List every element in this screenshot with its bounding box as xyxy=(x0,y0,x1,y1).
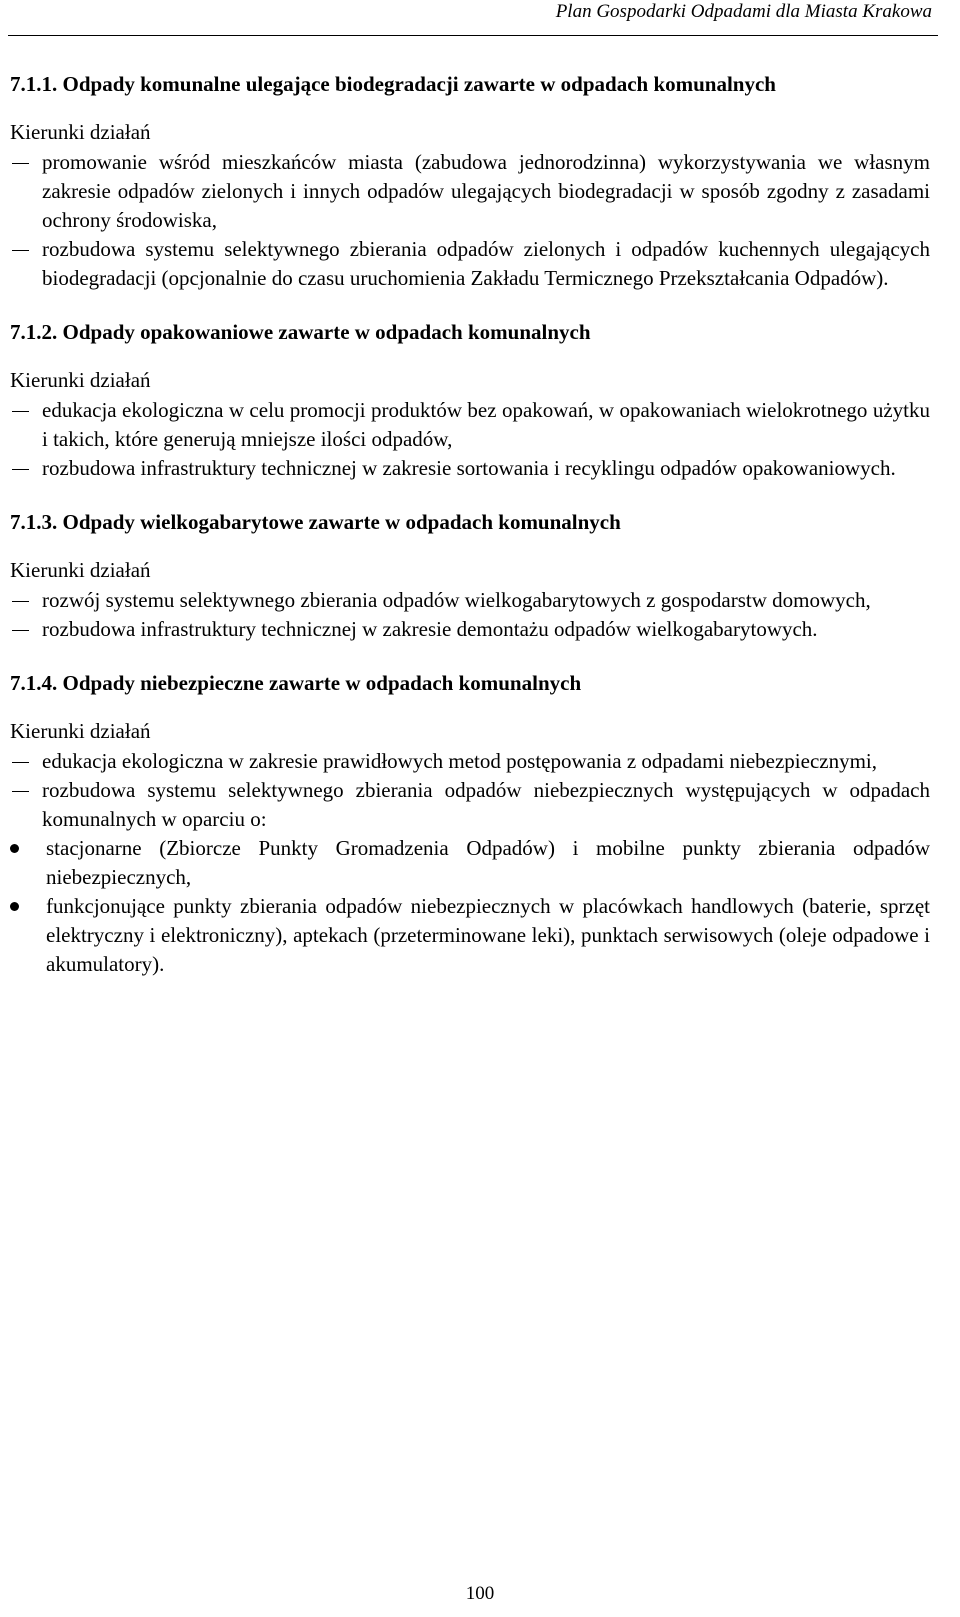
list-item-text: edukacja ekologiczna w zakresie prawidłowych metod postępowania z odpadami niebezpiecznymi, xyxy=(42,749,878,773)
list-item-text: rozbudowa systemu selektywnego zbierania odpadów niebezpiecznych występujących w odpadach komunalnych w oparciu o: xyxy=(42,778,930,831)
section-subheading: Kierunki działań xyxy=(10,558,151,582)
list-item xyxy=(10,396,930,454)
page-number: 100 xyxy=(465,1583,495,1604)
list-item-text: rozbudowa infrastruktury technicznej w zakresie sortowania i recyklingu odpadów opakowaniowych. xyxy=(42,456,896,480)
sub-list xyxy=(10,834,930,979)
list-item xyxy=(10,235,930,293)
section-subheading: Kierunki działań xyxy=(10,719,151,743)
round-bullet-icon xyxy=(10,844,19,853)
dash-bullet-icon xyxy=(12,630,29,631)
action-list xyxy=(10,747,930,979)
list-item xyxy=(10,586,930,615)
section xyxy=(10,669,930,979)
sub-list-item xyxy=(10,834,930,892)
section-title: 7.1.4. Odpady niebezpieczne zawarte w odpadach komunalnych xyxy=(10,671,582,695)
dash-bullet-icon xyxy=(12,762,29,763)
dash-bullet-icon xyxy=(12,469,29,470)
list-item xyxy=(10,776,930,979)
list-item xyxy=(10,148,930,235)
sub-list-item xyxy=(10,892,930,979)
section-title: 7.1.2. Odpady opakowaniowe zawarte w odpadach komunalnych xyxy=(10,320,591,344)
list-item xyxy=(10,615,930,644)
list-item-text: edukacja ekologiczna w celu promocji produktów bez opakowań, w opakowaniach wielokrotnego użytku i takich, które generują mniejsze ilości odpadów, xyxy=(42,398,930,451)
dash-bullet-icon xyxy=(12,250,29,251)
dash-bullet-icon xyxy=(12,601,29,602)
sub-list-item-text: stacjonarne (Zbiorcze Punkty Gromadzenia Odpadów) i mobilne punkty zbierania odpadów niebezpiecznych, xyxy=(46,836,930,889)
header-rule xyxy=(8,35,938,36)
list-item-text: rozbudowa infrastruktury technicznej w zakresie demontażu odpadów wielkogabarytowych. xyxy=(42,617,818,641)
dash-bullet-icon xyxy=(12,411,29,412)
section xyxy=(10,508,930,644)
dash-bullet-icon xyxy=(12,163,29,164)
action-list xyxy=(10,586,930,644)
list-item-text: rozwój systemu selektywnego zbierania odpadów wielkogabarytowych z gospodarstw domowych, xyxy=(42,588,871,612)
dash-bullet-icon xyxy=(12,791,29,792)
list-item xyxy=(10,454,930,483)
action-list xyxy=(10,148,930,293)
section-subheading: Kierunki działań xyxy=(10,368,151,392)
action-list xyxy=(10,396,930,483)
section-title: 7.1.1. Odpady komunalne ulegające biodegradacji zawarte w odpadach komunalnych xyxy=(10,72,776,96)
running-header: Plan Gospodarki Odpadami dla Miasta Krakowa xyxy=(555,1,932,22)
section xyxy=(10,70,930,293)
section xyxy=(10,318,930,483)
list-item xyxy=(10,747,930,776)
section-subheading: Kierunki działań xyxy=(10,120,151,144)
section-title: 7.1.3. Odpady wielkogabarytowe zawarte w odpadach komunalnych xyxy=(10,510,621,534)
sub-list-item-text: funkcjonujące punkty zbierania odpadów niebezpiecznych w placówkach handlowych (baterie, sprzęt elektryczny i elektroniczny), aptekach (przeterminowane leki), punktach serwisowych (oleje odpadowe i akumulatory). xyxy=(46,894,930,976)
list-item-text: promowanie wśród mieszkańców miasta (zabudowa jednorodzinna) wykorzystywania we własnym zakresie odpadów zielonych i innych odpadów ulegających biodegradacji w sposób zgodny z zasadami ochrony środowiska, xyxy=(42,150,930,232)
list-item-text: rozbudowa systemu selektywnego zbierania odpadów zielonych i odpadów kuchennych ulegających biodegradacji (opcjonalnie do czasu uruchomienia Zakładu Termicznego Przekształcania Odpadów). xyxy=(42,237,930,290)
round-bullet-icon xyxy=(10,902,19,911)
document-body xyxy=(10,70,930,1004)
